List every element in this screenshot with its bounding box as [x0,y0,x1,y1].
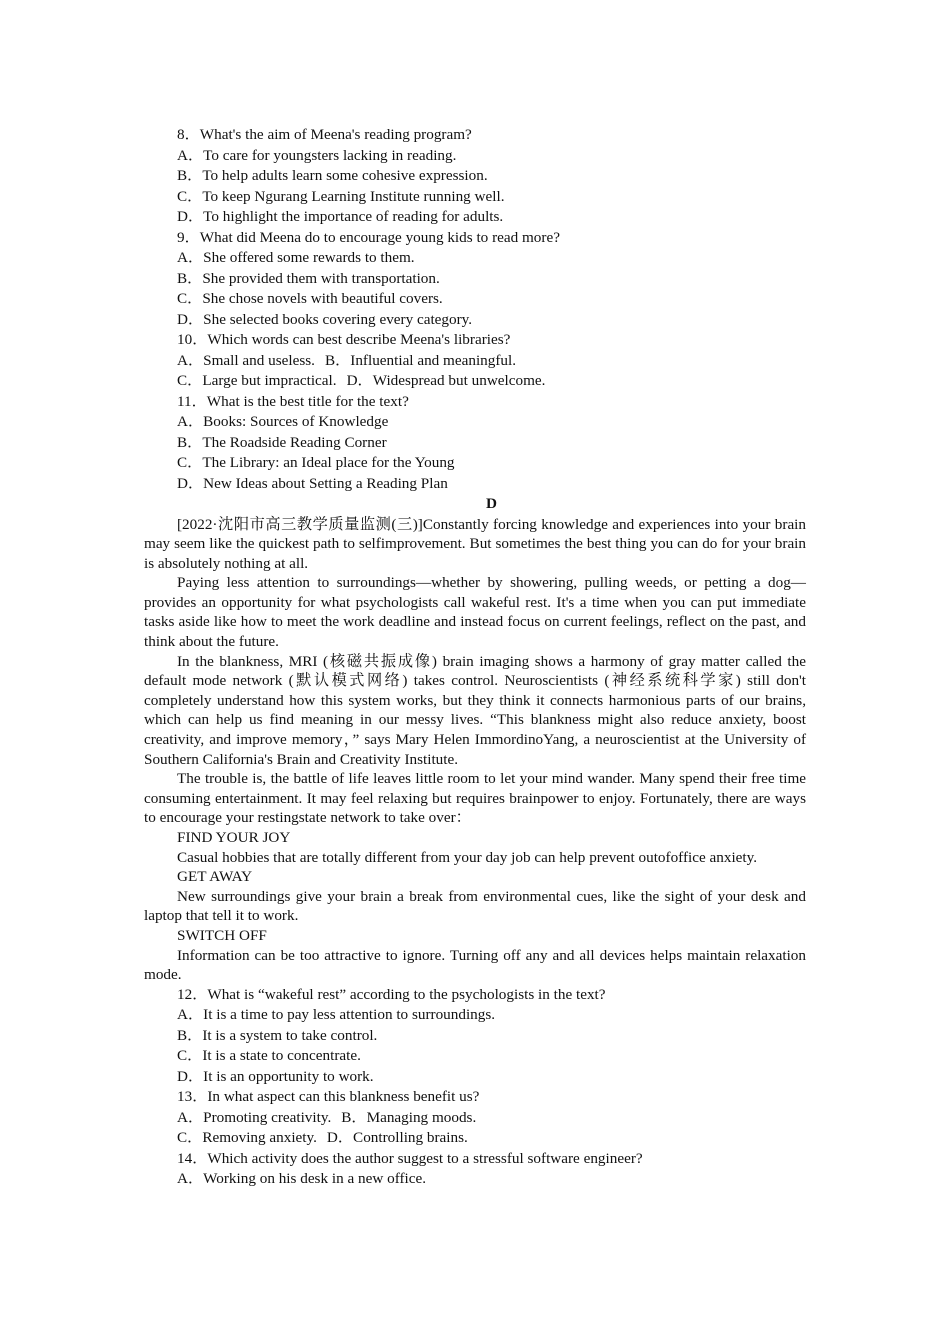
question-9-option-a: A．She offered some rewards to them. [177,249,415,266]
question-10-option-d: D．Widespread but unwelcome. [346,372,546,389]
passage-paragraph-1: [2022·沈阳市高三教学质量监测(三)]Constantly forcing knowledge and experiences into your brain may seem like the quickest path to selfimprovement. But sometimes the best thing you can do for your brain is absolutely nothing at all. [144,515,806,572]
question-13: 13．In what aspect can this blankness benefit us? [177,1088,480,1106]
question-10-option-a: A．Small and useless. [177,351,315,369]
section-d-heading: D [486,495,497,512]
question-12-option-c: C．It is a state to concentrate. [177,1047,361,1065]
question-8-option-d: D．To highlight the importance of reading for adults. [177,208,504,225]
passage-paragraph-7: Information can be too attractive to ignore. Turning off any and all devices helps maintain relaxation mode. [144,946,806,984]
question-9: 9．What did Meena do to encourage young kids to read more? [177,228,560,246]
question-10: 10．Which words can best describe Meena's libraries? [177,331,511,348]
passage-paragraph-3: In the blankness, MRI (核磁共振成像) brain imaging shows a harmony of gray matter called the default mode network (默认模式网络) takes control. Neuroscientists (神经系统科学家) still don't completely understand how this system works, but they think it connects harmonious parts of our brains, which can help us find meaning in our messy lives. “This blankness might also reduce anxiety, boost creativity, and improve memory，” says Mary Helen ImmordinoYang, a neuroscientist at the University of Southern California's Brain and Creativity Institute. [144,652,806,768]
question-13-option-d: D．Controlling brains. [326,1129,468,1147]
question-11-option-a: A．Books: Sources of Knowledge [177,413,389,430]
passage-subheading-switch-off: SWITCH OFF [177,926,267,944]
passage-paragraph-2: Paying less attention to surroundings—whether by showering, pulling weeds, or petting a dog—provides an opportunity for what psychologists call wakeful rest. It's a time when you can put immediate tasks aside like how to meet the work deadline and instead focus on current feelings, reflect on the past, and think about the future. [144,574,806,651]
question-11-option-d: D．New Ideas about Setting a Reading Plan [177,474,448,492]
question-11: 11．What is the best title for the text? [177,392,409,410]
question-13-option-c: C．Removing anxiety. [177,1129,317,1147]
question-10-options-ab [144,351,806,372]
question-14: 14．Which activity does the author suggest to a stressful software engineer? [177,1149,643,1167]
question-8: 8．What's the aim of Meena's reading program? [177,126,472,143]
passage-paragraph-4: The trouble is, the battle of life leaves little room to let your mind wander. Many spend their free time consuming entertainment. It may feel relaxing but requires brainpower to enjoy. Fortunately, there are ways to encourage your restingstate network to take over： [144,770,806,827]
question-12: 12．What is “wakeful rest” according to the psychologists in the text? [177,985,606,1003]
question-9-option-d: D．She selected books covering every category. [177,310,473,328]
question-13-options-ab [144,1108,806,1129]
question-13-options-cd [144,1128,806,1149]
question-12-option-d: D．It is an opportunity to work. [177,1067,374,1085]
question-10-option-c: C．Large but impractical. [177,372,337,389]
question-11-option-c: C．The Library: an Ideal place for the Young [177,454,455,471]
document-content [144,125,806,1190]
question-12-option-a: A．It is a time to pay less attention to surroundings. [177,1006,496,1024]
question-10-option-b: B．Influential and meaningful. [324,351,517,369]
question-13-option-a: A．Promoting creativity. [177,1108,332,1126]
question-8-option-c: C．To keep Ngurang Learning Institute running well. [177,187,505,205]
question-14-option-a: A．Working on his desk in a new office. [177,1170,427,1188]
passage-paragraph-6: New surroundings give your brain a break from environmental cues, like the sight of your desk and laptop that tell it to work. [144,887,806,925]
question-8-option-a: A．To care for youngsters lacking in reading. [177,146,457,164]
passage-subheading-find-your-joy: FIND YOUR JOY [177,829,291,846]
question-10-options-cd [144,371,806,392]
question-8-option-b: B．To help adults learn some cohesive expression. [177,167,488,184]
question-9-option-b: B．She provided them with transportation. [177,269,440,287]
passage-paragraph-5: Casual hobbies that are totally different from your day job can help prevent outofoffice anxiety. [177,848,758,866]
question-11-option-b: B．The Roadside Reading Corner [177,433,387,451]
passage-subheading-get-away: GET AWAY [177,868,253,886]
question-12-option-b: B．It is a system to take control. [177,1026,378,1044]
question-13-option-b: B．Managing moods. [341,1108,477,1126]
question-9-option-c: C．She chose novels with beautiful covers. [177,290,443,307]
